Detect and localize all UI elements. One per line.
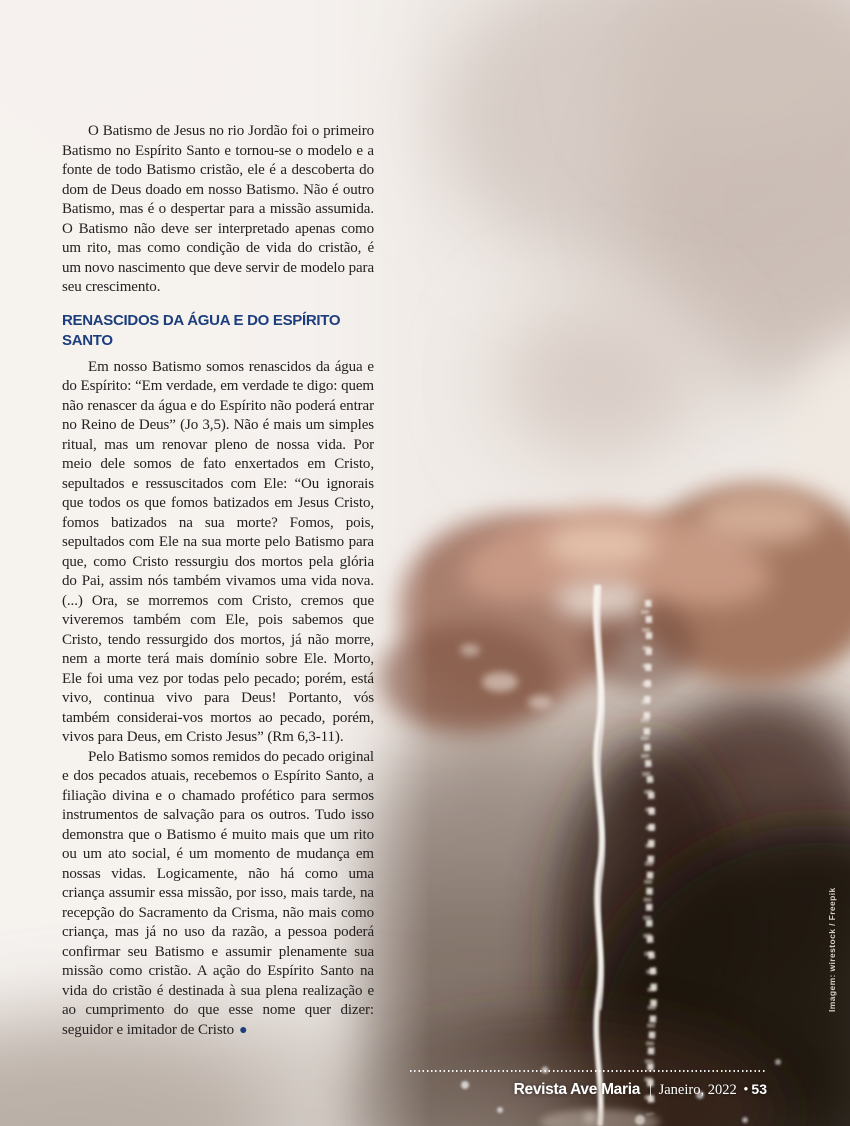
footer-issue-date: Janeiro, 2022 [658, 1082, 737, 1098]
page-number: 53 [751, 1081, 767, 1097]
page-footer [410, 1070, 767, 1099]
paragraph-renascidos-1: Em nosso Batismo somos renascidos da água e do Espírito: “Em verdade, em verdade te digo: quem não renascer da água e do Espírito não poderá entrar no Reino de Deus” (Jo 3,5). Não é mais um simples ritual, mas um renovar pleno de nossa vida. Por meio dele somos de fato enxertados em Cristo, sepultados e ressuscitados com Ele: “Ou ignorais que todos os que fomos batizados em Jesus Cristo, fomos batizados na sua morte? Fomos, pois, sepultados com Ele na sua morte pelo Batismo para que, como Cristo ressurgiu dos mortos pela glória do Pai, assim nós também vivamos uma vida nova. (...) Ora, se morremos com Cristo, cremos que viveremos também com Ele, pois sabemos que Cristo, tendo ressurgido dos mortos, já não morre, nem a morte terá mais domínio sobre Ele. Morto, Ele foi uma vez por todas pelo pecado; porém, está vivo, continua vivo para Deus! Portanto, vós também considerai-vos mortos ao pecado, porém, vivos para Deus, em Cristo Jesus” (Rm 6,3-11). [62, 358, 374, 745]
end-of-article-mark: ● [239, 1022, 248, 1038]
footer-dot: • [743, 1082, 749, 1098]
article-column [62, 122, 374, 1040]
footer-dotted-rule [410, 1070, 767, 1072]
image-credit: Imagem: wirestock / Freepik [827, 887, 837, 1012]
section-heading: RENASCIDOS DA ÁGUA E DO ESPÍRITO SANTO [62, 311, 341, 349]
magazine-name: Revista Ave Maria [513, 1081, 641, 1098]
paragraph-text: Pelo Batismo somos remidos do pecado original e dos pecados atuais, recebemos o Espírito Santo, a filiação divina e o chamado profético para sermos instrumentos de salvação para os outros. Tudo isso demonstra que o Batismo é muito mais que um rito ou um ato social, é um momento de mudança em nossas vidas. Logicamente, não há como uma criança assumir essa missão, por isso, mais tarde, na recepção do Sacramento da Crisma, não mais como criança, mas já no uso da razão, a pessoa poderá confirmar seu Batismo e assumir plenamente sua missão como cristão. A ação do Espírito Santo na vida do cristão é destinada à sua plena realização e ao cumprimento do que esse nome quer dizer: seguidor e imitador de Cristo [62, 748, 374, 1038]
paragraph-renascidos-2 [62, 748, 374, 1041]
intro-paragraph: O Batismo de Jesus no rio Jordão foi o primeiro Batismo no Espírito Santo e tornou-se o modelo e a fonte de todo Batismo cristão, ele é a descoberta do dom de Deus doado em nosso Batismo. Não é outro Batismo, mas é o despertar para a missão assumida. O Batismo não deve ser interpretado apenas como um rito, mas como condição de vida do cristão, é um novo nascimento que deve servir de modelo para seu crescimento. [62, 123, 374, 295]
footer-text [410, 1080, 767, 1099]
footer-separator: | [649, 1082, 652, 1098]
